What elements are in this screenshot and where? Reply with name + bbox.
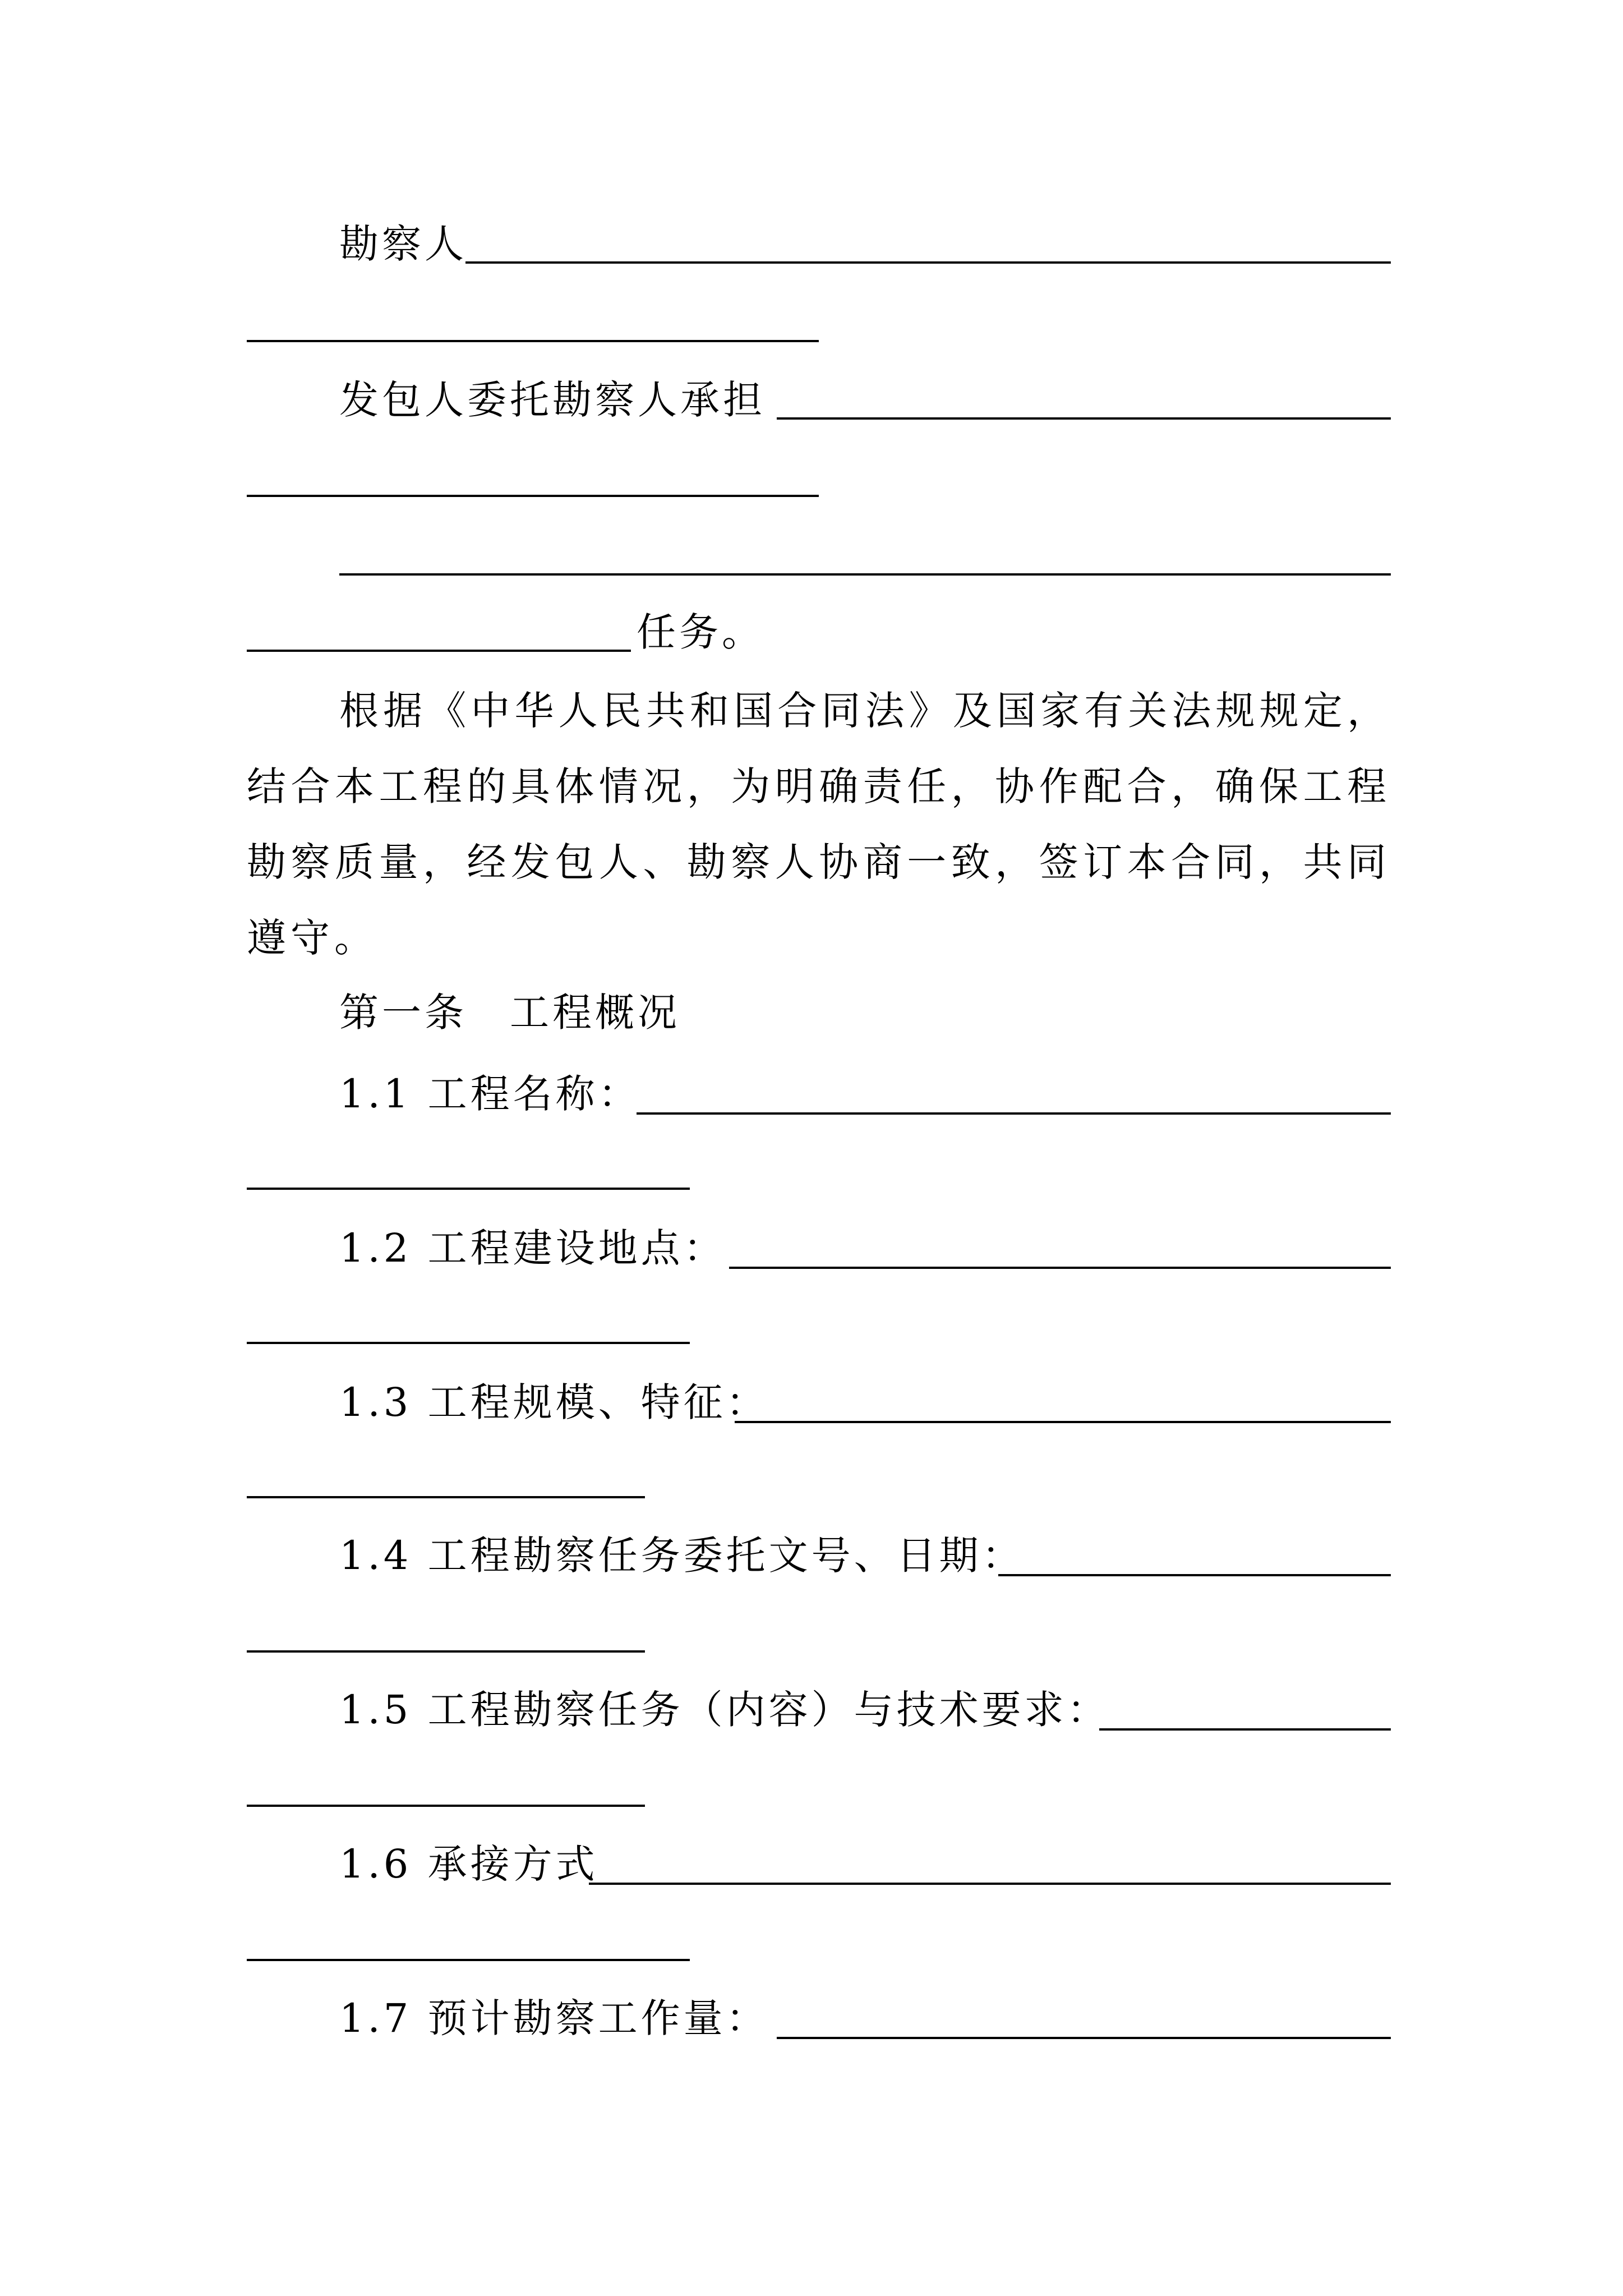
- preamble-paragraph: 根据《中华人民共和国合同法》及国家有关法规规定，结合本工程的具体情况，为明确责任，协作配合，确保工程勘察质量，经发包人、勘察人协商一致，签订本合同，共同遵守。: [247, 688, 1391, 961]
- contractor-field-line-2[interactable]: [247, 340, 819, 342]
- item-1-1-label: 1.1 工程名称：: [339, 1071, 641, 1117]
- item-1-6-field-line-2[interactable]: [247, 1959, 690, 1961]
- item-1-6-label: 1.6 承接方式: [339, 1841, 598, 1887]
- item-1-1-field-line-2[interactable]: [247, 1188, 690, 1190]
- item-1-7-field-line-1[interactable]: [777, 2037, 1391, 2039]
- article-1-title: 第一条 工程概况: [339, 990, 680, 1036]
- item-1-6-field-line-1[interactable]: [589, 1883, 1391, 1885]
- item-1-3-field-line-1[interactable]: [735, 1421, 1391, 1423]
- item-1-5-field-line-2[interactable]: [247, 1805, 645, 1807]
- item-1-4-field-line-1[interactable]: [998, 1574, 1391, 1576]
- commission-label: 发包人委托勘察人承担: [339, 377, 766, 423]
- item-1-4-field-line-2[interactable]: [247, 1650, 645, 1653]
- item-1-4-label: 1.4 工程勘察任务委托文号、日期：: [339, 1533, 1025, 1579]
- item-1-5-field-line-1[interactable]: [1099, 1728, 1391, 1731]
- item-1-2-label: 1.2 工程建设地点：: [339, 1225, 726, 1271]
- item-1-5-label: 1.5 工程勘察任务（内容）与技术要求：: [339, 1687, 1110, 1733]
- commission-field-line-3[interactable]: [339, 573, 1391, 576]
- item-1-1-field-line-1[interactable]: [637, 1112, 1391, 1115]
- item-1-2-field-line-2[interactable]: [247, 1342, 690, 1344]
- item-1-3-field-line-2[interactable]: [247, 1496, 645, 1498]
- commission-field-line-4[interactable]: [247, 650, 631, 652]
- task-suffix: 任务。: [637, 609, 764, 655]
- commission-field-line-1[interactable]: [777, 417, 1391, 420]
- item-1-2-field-line-1[interactable]: [729, 1267, 1391, 1269]
- item-1-3-label: 1.3 工程规模、特征：: [339, 1379, 769, 1425]
- item-1-7-label: 1.7 预计勘察工作量：: [339, 1995, 769, 2041]
- contractor-field-line-1[interactable]: [465, 261, 1391, 264]
- contractor-label: 勘察人: [339, 221, 467, 267]
- commission-field-line-2[interactable]: [247, 495, 819, 497]
